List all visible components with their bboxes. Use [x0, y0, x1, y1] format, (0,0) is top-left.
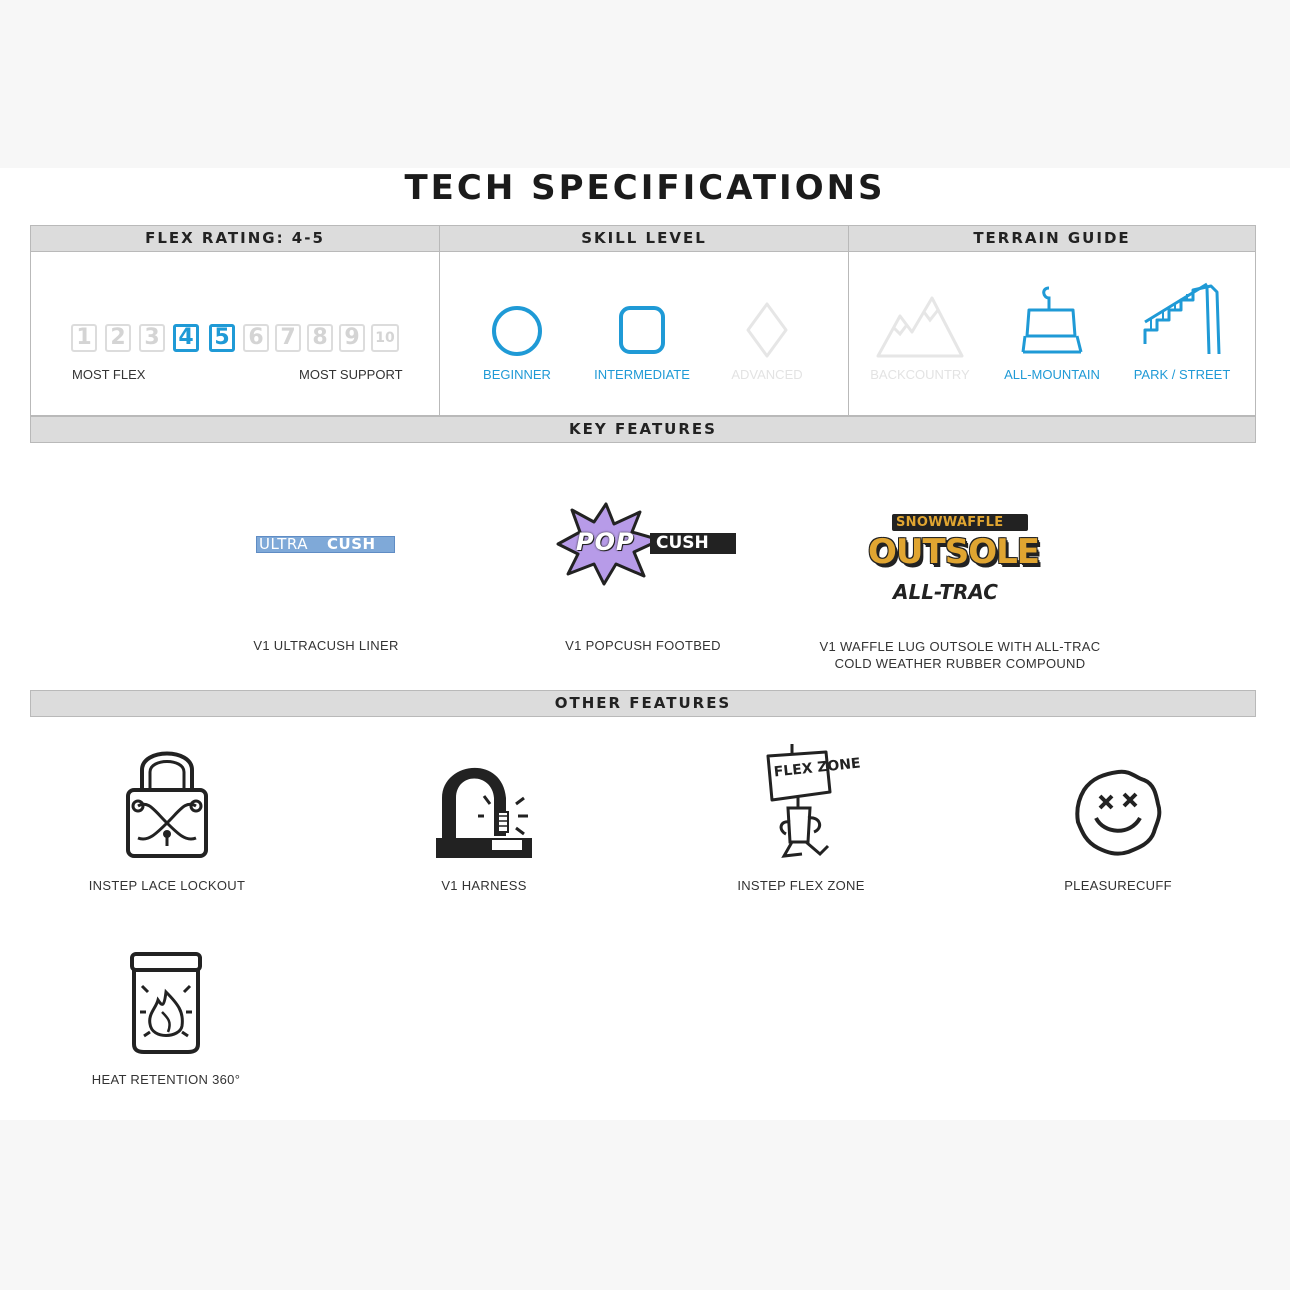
jar-flame-icon — [126, 952, 206, 1054]
heat-retention-label: HEAT RETENTION 360° — [91, 1072, 241, 1087]
flex-level-2: 2 — [105, 324, 131, 352]
popcush-caption: V1 POPCUSH FOOTBED — [565, 638, 721, 653]
square-icon — [617, 303, 667, 357]
skill-header: SKILL LEVEL — [581, 229, 707, 247]
flex-level-3: 3 — [139, 324, 165, 352]
terrain-header: TERRAIN GUIDE — [973, 229, 1131, 247]
pleasurecuff-label: PLEASURECUFF — [1064, 878, 1172, 893]
flex-level-1: 1 — [71, 324, 97, 352]
ultracush-caption: V1 ULTRACUSH LINER — [253, 638, 399, 653]
stair-rail-icon — [1141, 282, 1225, 358]
mountain-icon — [874, 294, 966, 360]
tech-spec-sheet: TECH SPECIFICATIONS FLEX RATING: 4-5 SKILL LEVEL TERRAIN GUIDE 1 2 3 4 5 6 7 8 9 10 MOST FLEX MOST SUPPORT BEGINNER INTERMEDIATE ADVANCED BACKCOUNTRY ALL-MOUNTAIN PARK / STREET KEY FEATURES ULTRA CUSH V1 ULTRACUSH LINER POP CUSH V1 POPCUSH FOOTBED SNOWWAFFLE OUTSOLE ALL-TRAC V1 WAFFLE LUG OUTSOLE WITH ALL-TRAC COLD WEATHER RUBBER COMPOUND OTHER FEATURES INSTEP LACE LOCKOUT V1 HARNESS FLEX ZONE INSTEP FLEX ZONE PLEASURECUFF HEAT RETENTION 360° — [0, 168, 1290, 1120]
flex-level-5: 5 — [209, 324, 235, 352]
skill-beginner-label: BEGINNER — [483, 367, 551, 382]
diamond-icon — [744, 300, 790, 360]
key-features-bar — [30, 416, 1256, 443]
svg-text:FLEX ZONE: FLEX ZONE — [773, 755, 862, 781]
flex-level-9: 9 — [339, 324, 365, 352]
flex-level-10: 10 — [371, 324, 399, 352]
skill-advanced-label: ADVANCED — [731, 367, 803, 382]
flex-max-label: MOST SUPPORT — [299, 367, 403, 382]
ultracush-logo: ULTRA CUSH — [256, 536, 395, 553]
harness-icon — [432, 754, 536, 862]
flex-level-4: 4 — [173, 324, 199, 352]
flex-header: FLEX RATING: 4-5 — [145, 229, 325, 247]
padlock-laces-icon — [124, 740, 210, 860]
page-title: TECH SPECIFICATIONS — [404, 168, 886, 208]
outsole-caption: V1 WAFFLE LUG OUTSOLE WITH ALL-TRAC COLD WEATHER RUBBER COMPOUND — [819, 639, 1101, 671]
instep-lace-lockout-label: INSTEP LACE LOCKOUT — [88, 878, 246, 893]
instep-flex-zone-label: INSTEP FLEX ZONE — [737, 878, 865, 893]
spec-panel — [30, 252, 1256, 416]
skill-intermediate-label: INTERMEDIATE — [594, 367, 690, 382]
terrain-all-mountain-label: ALL-MOUNTAIN — [1004, 367, 1100, 382]
other-features-header: OTHER FEATURES — [554, 694, 732, 712]
circle-icon — [491, 304, 543, 358]
key-features-header: KEY FEATURES — [569, 420, 717, 438]
flex-level-8: 8 — [307, 324, 333, 352]
flex-level-7: 7 — [275, 324, 301, 352]
flex-level-6: 6 — [243, 324, 269, 352]
smiley-icon — [1074, 768, 1162, 856]
flex-zone-sign-icon — [762, 742, 862, 862]
flex-min-label: MOST FLEX — [72, 367, 146, 382]
v1-harness-label: V1 HARNESS — [441, 878, 527, 893]
chairlift-icon — [1019, 284, 1085, 360]
terrain-backcountry-label: BACKCOUNTRY — [870, 367, 970, 382]
spec-header-bar — [30, 225, 1256, 252]
terrain-park-street-label: PARK / STREET — [1133, 367, 1231, 382]
other-features-bar — [30, 690, 1256, 717]
